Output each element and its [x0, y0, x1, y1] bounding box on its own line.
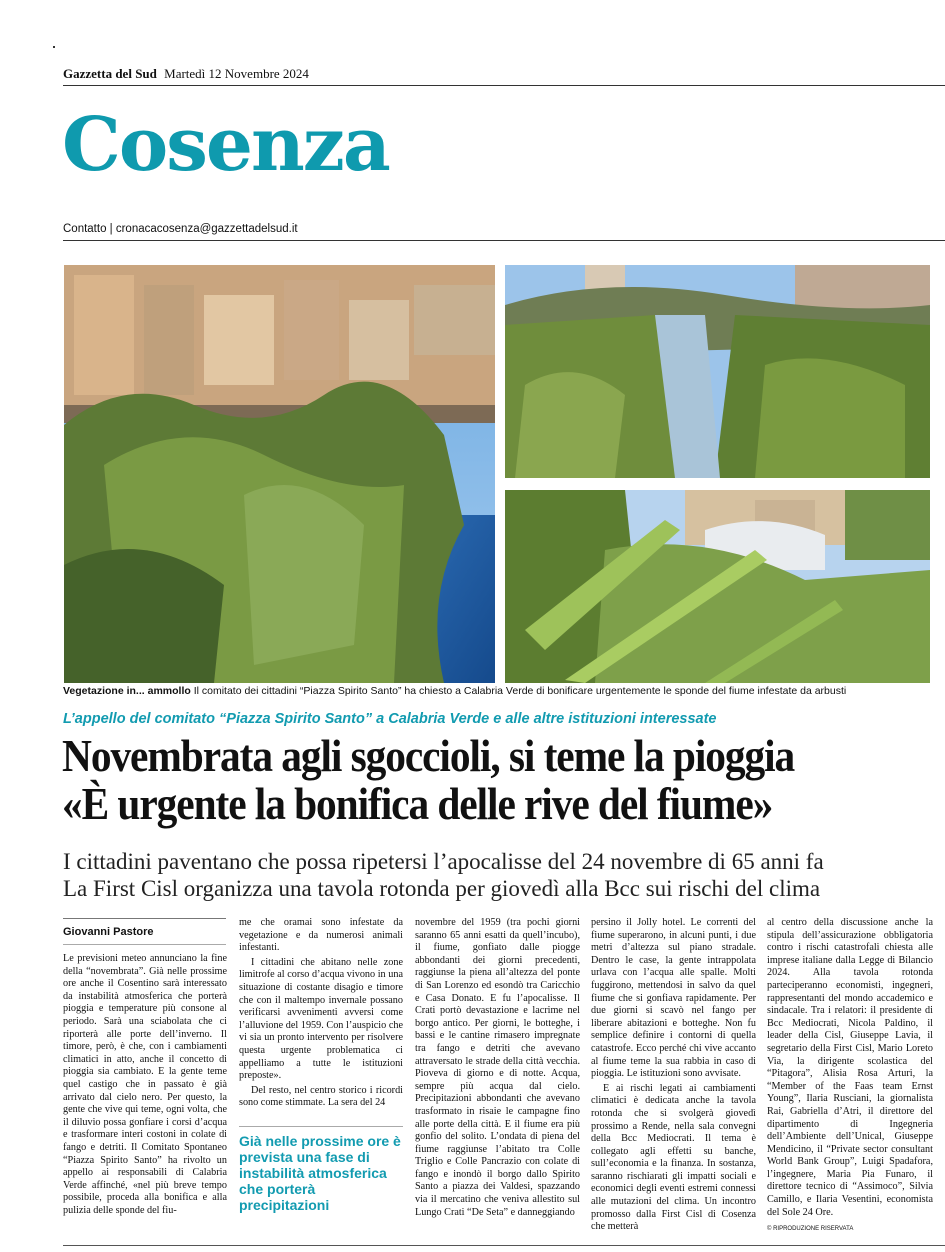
photo-riverbank-town: [64, 265, 495, 683]
pullquote-rule: [239, 1126, 403, 1127]
subhead-line-2: La First Cisl organizza una tavola rotonda per giovedì alla Bcc sui rischi del clima: [63, 876, 821, 901]
masthead: [63, 66, 309, 82]
paragraph: Del resto, nel centro storico i ricordi sono come stimmate. La sera del 24: [239, 1084, 403, 1109]
photo-overgrown-reeds: [505, 490, 930, 683]
paragraph: novembre del 1959 (tra pochi giorni saranno 65 anni esatti da quell’incubo), il fiume, gonfiato dalle piogge abbondanti dei giorni precedenti, raggiunse la piena all’altezza del ponte di San Lorenzo ed esondò tra Caricchio e Casa Donato. E fu l’apocalisse. Il Crati portò devastazione e lacrime nel borgo antico. Per giorni, le botteghe, i bassi e le cantine rimasero impregnate tra fango e detriti che avevano attraversato le strade della città vecchia. Pioveva di giorno e di notte. Acqua, sempre più acqua dal cielo. Precipitazioni abbondanti che avevano trasformato in risaie le campagne fino alle porte della città. E il fiume era più gonfio del solito. L’ondata di piena del fiume raggiunse l’abitato tra Colle Triglio e Colle Pancrazio con colate di fango e inondò il borgo dallo Spirito Santo a piazza dei Valdesi, spazzando via il mercatino che veniva allestito sul Lungo Crati “De Seta” e danneggiando: [415, 917, 580, 1218]
copyright-notice: © RIPRODUZIONE RISERVATA: [767, 1226, 854, 1233]
article-kicker: L’appello del comitato “Piazza Spirito Santo” a Calabria Verde e alle altre istituzioni interessate: [63, 711, 717, 727]
article-column-4: [591, 917, 756, 1236]
article-column-1: [63, 953, 227, 1219]
photo-river-channel: [505, 265, 930, 478]
byline-top-rule: [63, 918, 226, 919]
section-title: Cosenza: [62, 102, 389, 188]
article-column-2: [239, 917, 403, 1112]
subhead-line-1: I cittadini paventano che possa ripetersi l’apocalisse del 24 novembre di 65 anni fa: [63, 849, 824, 874]
issue-date: Martedì 12 Novembre 2024: [164, 66, 309, 81]
paragraph: persino il Jolly hotel. Le correnti del fiume superarono, in alcuni punti, i due metri d’altezza sul piano stradale. Dentro le case, la gente intrappolata urlava con l’acqua alle spalle. Molti fuggirono, mettendosi in salvo da quel fiume che si gonfiava rapidamente. Per due giorni si scavò nel fango per liberare abitazioni e botteghe. Non fu semplice definire i contorni di quella catastrofe. Ecco perché chi vive accanto al fiume teme la sua rabbia in caso di pioggia. Le istituzioni sono avvisate.: [591, 917, 756, 1080]
paragraph: al centro della discussione anche la stipula dell’assicurazione obbligatoria contro i rischi catastrofali chiesta alle imprese italiane dalla Legge di Bilancio 2024. Alla tavola rotonda parteciperanno economisti, ingegneri, rappresentanti del mondo accademico e sindacale. Tra i relatori: il presidente di Bcc Mediocrati, Nicola Paldino, il leader della Cisl, Giuseppe Lavia, il segretario della First Cisl, Mario Loreto Via, la dirigente scolastica del “Pitagora”, Alisia Rosa Arturi, la “Member of the Faas team Ernst Young”, Ilaria Rusciani, la giornalista Rai, Gabriella d’Atri, il direttore del dipartimento di Ingegneria dell’Ambiente dell’Unical, Giuseppe Mendicino, il “Private sector consultant World Bank Group”, Luigi Spadafora, l’ingegnere, Maria Pia Funaro, il direttore tecnico di “Assimoco”, Silvia Camillo, e Ilaria Vesentini, economista del Sole 24 Ore.: [767, 917, 933, 1218]
paragraph: I cittadini che abitano nelle zone limitrofe al corso d’acqua vivono in una situazione di costante disagio e timore che con il maltempo invernale possano verificarsi avvenimenti avversi come l’alluvione del 1959. Con l’auspicio che vi sia un pronto intervento per risolvere questa urgente problematica ci appelliamo a tutte le istituzioni preposte».: [239, 956, 403, 1082]
caption-lead: Vegetazione in... ammollo: [63, 685, 191, 697]
contact-rule: [63, 240, 945, 241]
byline-bottom-rule: [63, 944, 226, 945]
headline-line-1: Novembrata agli sgoccioli, si teme la pioggia: [62, 730, 795, 781]
article-headline: [62, 732, 794, 828]
page-mark: [53, 46, 55, 48]
footer-rule: [63, 1245, 945, 1246]
photo-caption: [63, 685, 933, 697]
headline-line-2: «È urgente la bonifica delle rive del fiume»: [62, 778, 773, 829]
caption-text: Il comitato dei cittadini “Piazza Spirito Santo” ha chiesto a Calabria Verde di bonificare urgentemente le sponde del fiume infestate da arbusti: [190, 685, 847, 697]
newspaper-name: Gazzetta del Sud: [63, 66, 157, 81]
paragraph: Le previsioni meteo annunciano la fine della “novembrata”. Già nelle prossime ore anche il Cosentino sarà interessato da instabilità atmosferica che porterà pioggia e temperature più consone al periodo. Sarà una sciabolata che ci riporterà alle porte dell’inverno. Il timore, però, è che, con i cambiamenti climatici in atto, anche il concetto di pioggia sia cambiato. E la gente teme quel castigo che in passato è già arrivato dal cielo nero. Per questo, la gente che vive qui teme, ogni volta, che il diluvio possa gonfiare i corsi d’acqua e trasformare interi costoni in colate di fango e detriti. Il Comitato Spontaneo “Piazza Spirito Santo” ha rivolto un appello ai responsabili di Calabria Verde affinché, «nel più breve tempo possibile, proceda alla bonifica e alla pulizia delle sponde del fiu-: [63, 953, 227, 1216]
paragraph: me che oramai sono infestate da vegetazione e da numerosi animali infestanti.: [239, 917, 403, 954]
masthead-rule: [63, 85, 945, 86]
pullquote: Già nelle prossime ore è prevista una fase di instabilità atmosferica che porterà precipitazioni: [239, 1133, 401, 1213]
article-column-3: [415, 917, 580, 1221]
article-subhead: [63, 848, 824, 902]
article-column-5: [767, 917, 933, 1236]
contact-line: Contatto | cronacacosenza@gazzettadelsud.it: [63, 223, 298, 235]
paragraph: E ai rischi legati ai cambiamenti climatici è dedicata anche la tavola rotonda che si svolgerà giovedì prossimo a Rende, nella sala convegni della Bcc Mediocrati. Il tema è collegato agli effetti su banche, sull’economia e la finanza. In sostanza, saranno rischiarati gli impatti sociali e economici degli eventi estremi connessi alle mutazioni del clima. Un incontro promosso dalla First Cisl di Cosenza che metterà: [591, 1082, 756, 1233]
byline: Giovanni Pastore: [63, 926, 154, 938]
